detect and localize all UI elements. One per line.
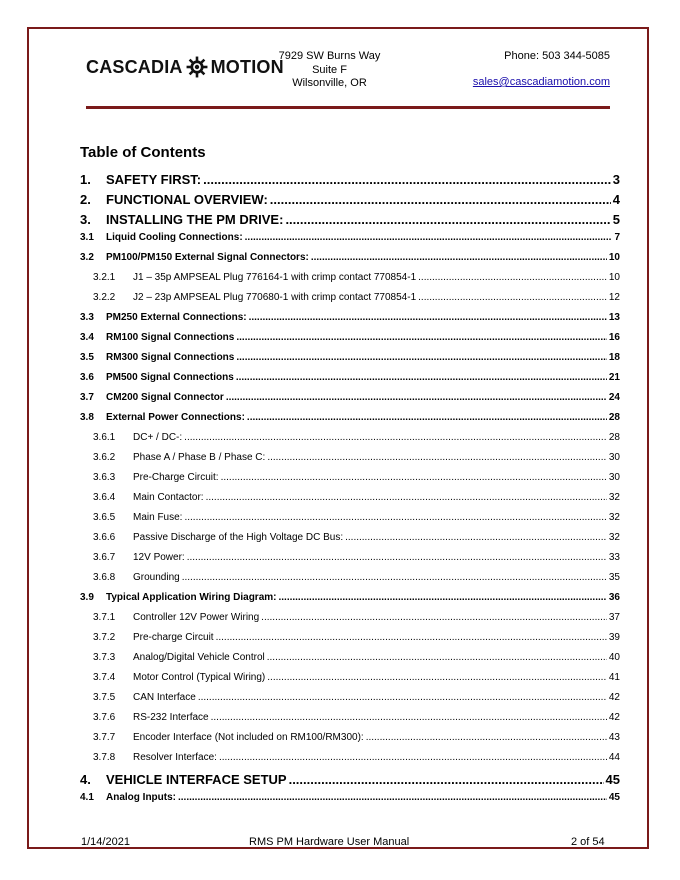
toc-entry[interactable]: 1. SAFETY FIRST: ..... 3 [80, 172, 620, 192]
company-address [258, 50, 401, 91]
toc-entry[interactable]: 3.9 Typical Application Wiring Diagram: ..... 36 [80, 592, 620, 612]
toc-entry[interactable]: 3.4 RM100 Signal Connections ..... 16 [80, 332, 620, 352]
gear-logo-icon [186, 56, 208, 78]
toc-entry[interactable]: 3.7.5 CAN Interface ..... 42 [80, 692, 620, 712]
footer-date: 1/14/2021 [81, 836, 130, 848]
toc-entry[interactable]: 3.7.2 Pre-charge Circuit ..... 39 [80, 632, 620, 652]
toc-entry[interactable]: 3.6.4 Main Contactor: ..... 32 [80, 492, 620, 512]
toc-entry[interactable]: 3.7.6 RS-232 Interface ..... 42 [80, 712, 620, 732]
toc-entry[interactable]: 3.7.4 Motor Control (Typical Wiring) ..... 41 [80, 672, 620, 692]
logo-text-left: CASCADIA [86, 56, 183, 77]
toc-entry[interactable]: 3.7.8 Resolver Interface: ..... 44 [80, 752, 620, 772]
toc-entry[interactable]: 3.6.3 Pre-Charge Circuit: ..... 30 [80, 472, 620, 492]
toc-entry[interactable]: 3.2 PM100/PM150 External Signal Connectors: ..... 10 [80, 252, 620, 272]
toc-entry[interactable]: 3.5 RM300 Signal Connections ..... 18 [80, 352, 620, 372]
address-line-3: Wilsonville, OR [292, 77, 367, 89]
toc-entry[interactable]: 3.8 External Power Connections: ..... 28 [80, 412, 620, 432]
email-link[interactable]: sales@cascadiamotion.com [472, 76, 610, 88]
toc-entry[interactable]: 4.1 Analog Inputs: ..... 45 [80, 792, 620, 812]
toc-entry[interactable]: 3.2.2 J2 – 23p AMPSEAL Plug 770680-1 with crimp contact 770854-1 ..... 12 [80, 292, 620, 312]
toc-entry[interactable]: 3.6.6 Passive Discharge of the High Voltage DC Bus: ..... 32 [80, 532, 620, 552]
toc-entry[interactable]: 3.6.1 DC+ / DC-: ..... 28 [80, 432, 620, 452]
phone-number: Phone: 503 344-5085 [504, 50, 610, 62]
toc-entry[interactable]: 3.6.2 Phase A / Phase B / Phase C: ..... 30 [80, 452, 620, 472]
toc-entry[interactable]: 3.7.3 Analog/Digital Vehicle Control ..... 40 [80, 652, 620, 672]
table-of-contents [80, 172, 620, 812]
address-line-1: 7929 SW Burns Way [278, 50, 381, 62]
toc-entry[interactable]: 3.6.7 12V Power: ..... 33 [80, 552, 620, 572]
toc-entry[interactable]: 3.3 PM250 External Connections: ..... 13 [80, 312, 620, 332]
toc-entry[interactable]: 3.7.7 Encoder Interface (Not included on RM100/RM300): ..... 43 [80, 732, 620, 752]
footer-title: RMS PM Hardware User Manual [249, 836, 410, 848]
toc-entry[interactable]: 4. VEHICLE INTERFACE SETUP ..... 45 [80, 772, 620, 792]
toc-entry[interactable]: 3.6.8 Grounding ..... 35 [80, 572, 620, 592]
toc-entry[interactable]: 3.7 CM200 Signal Connector ..... 24 [80, 392, 620, 412]
company-logo [86, 54, 284, 80]
toc-entry[interactable]: 2. FUNCTIONAL OVERVIEW: ..... 4 [80, 192, 620, 212]
toc-entry[interactable]: 3.6 PM500 Signal Connections ..... 21 [80, 372, 620, 392]
toc-entry[interactable]: 3.1 Liquid Cooling Connections: ..... 7 [80, 232, 620, 252]
logo-text-right: MOTION [210, 56, 284, 77]
address-line-2: Suite F [312, 63, 347, 76]
toc-entry[interactable]: 3.6.5 Main Fuse: ..... 32 [80, 512, 620, 532]
footer-page-number: 2 of 54 [571, 836, 605, 848]
toc-title: Table of Contents [80, 144, 206, 161]
header-divider [86, 106, 610, 109]
toc-entry[interactable]: 3. INSTALLING THE PM DRIVE: ..... 5 [80, 212, 620, 232]
toc-entry[interactable]: 3.7.1 Controller 12V Power Wiring ..... 37 [80, 612, 620, 632]
toc-entry[interactable]: 3.2.1 J1 – 35p AMPSEAL Plug 776164-1 with crimp contact 770854-1 ..... 10 [80, 272, 620, 292]
